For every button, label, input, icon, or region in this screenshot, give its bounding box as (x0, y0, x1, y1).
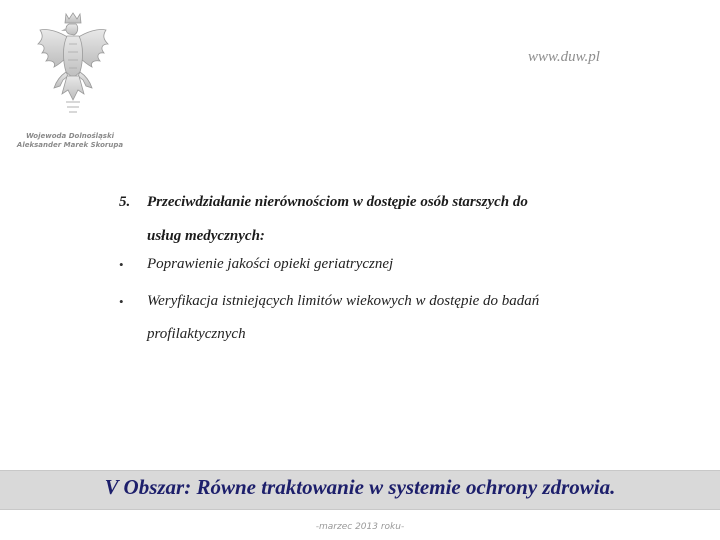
list-item (119, 285, 679, 351)
footer-date: -marzec 2013 roku- (315, 522, 405, 532)
bullet-text: Weryfikacja istniejących limitów wiekowych w dostępie do badań (147, 293, 540, 309)
list-item (119, 248, 679, 281)
eagle-emblem-icon (36, 10, 110, 128)
bullet-dot-icon: • (119, 257, 124, 272)
bullet-text-continuation: profilaktycznych (147, 326, 246, 342)
point-title-line1: Przeciwdziałanie nierównościom w dostępie osób starszych do (147, 194, 528, 210)
bullet-list (119, 248, 679, 355)
footer-title: V Obszar: Równe traktowanie w systemie ochrony zdrowia. (104, 475, 616, 499)
emblem-block (14, 10, 126, 155)
emblem-caption-line2: Aleksander Marek Skorupa (16, 141, 124, 149)
point-heading (119, 185, 679, 253)
website-link[interactable]: www.duw.pl (528, 49, 600, 65)
bullet-dot-icon: • (119, 294, 124, 309)
point-title-line2: usług medycznych: (147, 228, 265, 244)
footer-band (0, 470, 720, 510)
point-number: 5. (119, 194, 131, 210)
bullet-text: Poprawienie jakości opieki geriatrycznej (147, 256, 394, 272)
emblem-caption-line1: Wojewoda Dolnośląski (25, 132, 115, 140)
emblem-caption (14, 132, 126, 150)
